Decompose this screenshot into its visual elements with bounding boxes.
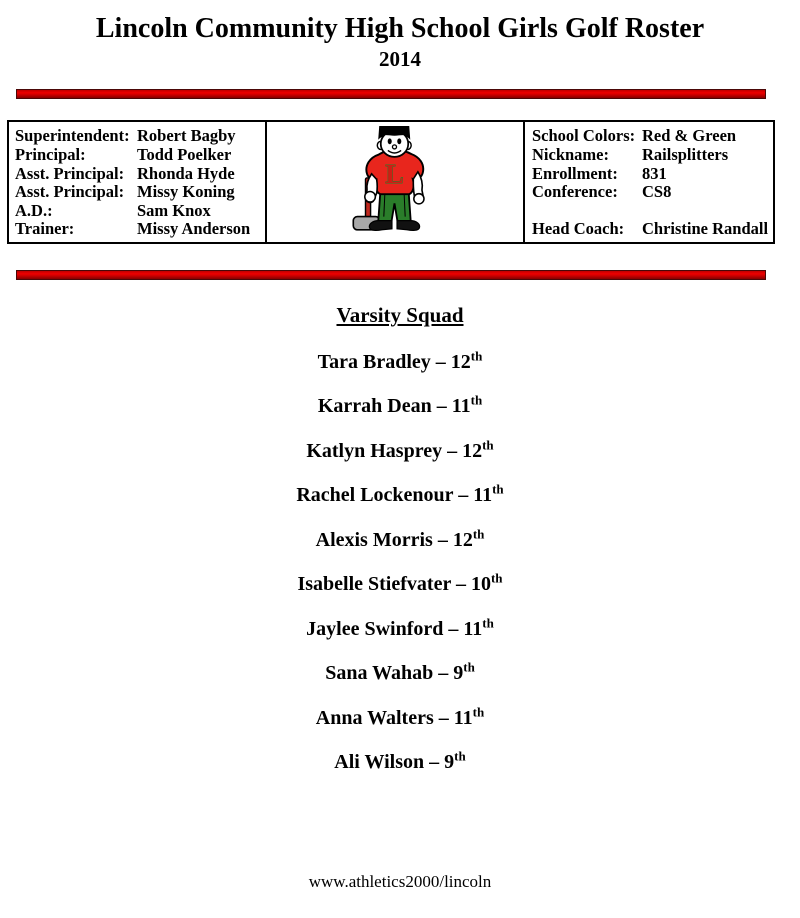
player-separator: – — [443, 617, 464, 640]
player-name: Ali Wilson — [334, 751, 425, 774]
player-separator: – — [432, 528, 453, 551]
player-grade-ordinal: th — [482, 437, 494, 453]
staff-row — [15, 127, 263, 146]
fact-label: Conference: — [532, 182, 618, 202]
player-grade: 12 — [452, 528, 473, 551]
player-name: Alexis Morris — [315, 528, 433, 551]
player-grade: 9 — [444, 751, 455, 774]
staff-info-panel — [9, 122, 267, 242]
player-grade: 11 — [473, 484, 493, 507]
staff-value: Sam Knox — [137, 200, 211, 220]
player-grade: 12 — [462, 439, 483, 462]
player-separator: – — [431, 395, 452, 418]
player-row — [0, 526, 800, 551]
player-grade: 12 — [450, 350, 471, 373]
staff-row — [15, 202, 263, 221]
player-row — [0, 615, 800, 640]
player-grade: 11 — [451, 395, 471, 418]
staff-row — [15, 165, 263, 184]
mascot-left-shoe — [369, 221, 392, 231]
player-name: Isabelle Stiefvater — [297, 573, 451, 596]
player-row — [0, 570, 800, 596]
staff-row — [15, 220, 263, 239]
player-name: Jaylee Swinford — [306, 617, 444, 640]
player-name: Sana Wahab — [325, 662, 434, 685]
page-year: 2014 — [379, 47, 421, 72]
player-separator: – — [453, 484, 474, 507]
staff-value: Robert Bagby — [137, 126, 236, 146]
player-row — [0, 481, 800, 507]
staff-label: A.D.: — [15, 200, 53, 220]
fact-row — [532, 183, 771, 202]
roster-heading: Varsity Squad — [336, 303, 464, 328]
fact-row — [532, 127, 771, 146]
player-grade-ordinal: th — [490, 570, 503, 586]
staff-value: Todd Poelker — [137, 144, 232, 164]
fact-label: Enrollment: — [532, 163, 618, 183]
fact-value: 831 — [642, 163, 667, 183]
player-name: Karrah Dean — [317, 395, 432, 418]
staff-label: Asst. Principal: — [15, 163, 125, 183]
fact-value: Railsplitters — [642, 144, 729, 164]
player-name: Anna Walters — [315, 706, 434, 729]
player-row — [0, 348, 800, 373]
divider-bar-top — [16, 89, 766, 99]
fact-value: CS8 — [642, 182, 672, 202]
fact-value: Christine Randall — [642, 218, 769, 238]
school-facts-panel — [525, 122, 773, 242]
player-row — [0, 748, 800, 774]
divider-bar-bottom — [16, 270, 766, 280]
player-name: Tara Bradley — [317, 350, 431, 373]
player-separator: – — [424, 751, 445, 774]
player-grade-ordinal: th — [454, 748, 466, 764]
mascot-left-eye — [388, 139, 392, 145]
mascot-right-eye — [397, 139, 401, 145]
staff-row — [15, 146, 263, 165]
player-grade-ordinal: th — [472, 526, 485, 542]
mascot-nose — [392, 145, 396, 149]
player-grade: 11 — [453, 706, 473, 729]
player-grade: 9 — [453, 662, 464, 685]
fact-label: School Colors: — [532, 126, 636, 146]
fact-value: Red & Green — [642, 126, 737, 146]
varsity-squad-section — [0, 303, 800, 772]
player-grade-ordinal: th — [492, 481, 504, 497]
mascot-letter: L — [385, 159, 404, 190]
player-grade-ordinal: th — [482, 615, 494, 631]
player-separator: – — [433, 706, 454, 729]
staff-value: Missy Koning — [137, 182, 235, 202]
mascot-right-shoe — [397, 221, 420, 231]
player-grade-ordinal: th — [463, 659, 475, 675]
player-separator: – — [433, 662, 454, 685]
player-name: Katlyn Hasprey — [306, 439, 443, 462]
staff-label: Asst. Principal: — [15, 182, 125, 202]
mascot-panel — [267, 122, 525, 242]
player-row — [0, 659, 800, 685]
player-name: Rachel Lockenour — [296, 484, 454, 507]
fact-row — [532, 165, 771, 184]
player-grade: 11 — [463, 617, 483, 640]
staff-value: Rhonda Hyde — [137, 163, 235, 183]
staff-label: Principal: — [15, 144, 86, 164]
player-grade: 10 — [470, 573, 491, 596]
player-row — [0, 704, 800, 729]
school-info-box — [7, 120, 775, 244]
fact-label: Head Coach: — [532, 218, 625, 238]
mascot-left-hand — [365, 192, 376, 203]
player-separator: – — [442, 439, 463, 462]
player-separator: – — [450, 573, 471, 596]
player-row — [0, 437, 800, 462]
fact-row — [532, 146, 771, 165]
player-grade-ordinal: th — [470, 392, 483, 408]
footer-url: www.athletics2000/lincoln — [308, 872, 492, 891]
head-coach-row — [532, 220, 771, 239]
player-separator: – — [430, 350, 451, 373]
player-grade-ordinal: th — [472, 704, 485, 720]
page-title: Lincoln Community High School Girls Golf Roster — [95, 13, 705, 44]
mascot-right-hand — [414, 194, 424, 204]
staff-label: Trainer: — [15, 219, 75, 239]
fact-label: Nickname: — [532, 144, 609, 164]
staff-value: Missy Anderson — [137, 219, 251, 239]
player-grade-ordinal: th — [470, 348, 483, 364]
staff-label: Superintendent: — [15, 126, 130, 146]
player-row — [0, 392, 800, 418]
blank-row — [532, 202, 771, 220]
railsplitter-mascot-icon — [347, 123, 443, 241]
staff-row — [15, 183, 263, 202]
